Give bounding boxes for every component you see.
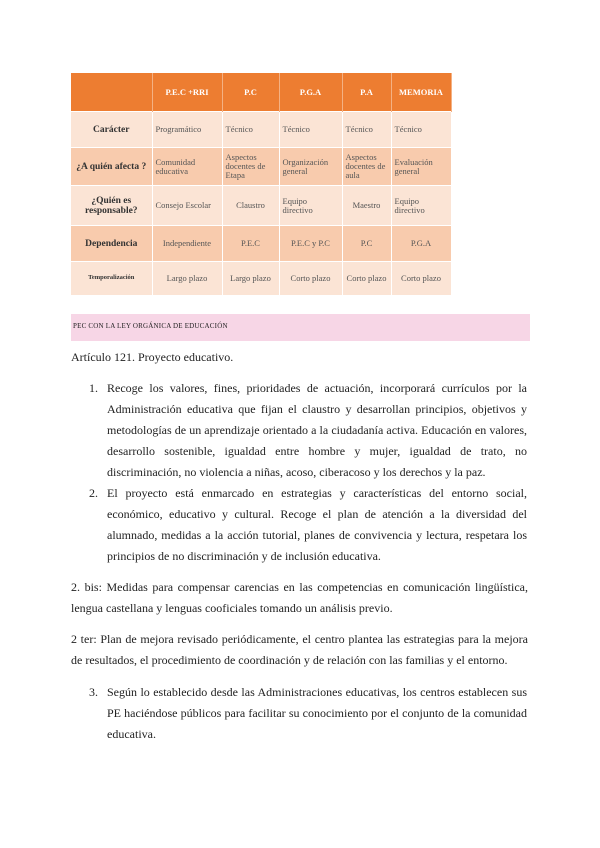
table-cell: Técnico xyxy=(279,112,342,148)
table-column-header: P.C xyxy=(222,73,279,112)
table-cell: Equipo directivo xyxy=(391,186,451,226)
table-row xyxy=(71,262,451,295)
table-cell: Técnico xyxy=(222,112,279,148)
table-cell: Largo plazo xyxy=(152,262,222,295)
list-item: Según lo establecido desde las Administraciones educativas, los centros establecen sus PE haciéndose públicos para facilitar su conocimiento por el conjunto de la comunidad educativa. xyxy=(107,685,527,741)
table-row xyxy=(71,226,451,262)
paragraph-ter: 2 ter: Plan de mejora revisado periódicamente, el centro plantea las estrategias para la mejora de resultados, el procedimiento de coordinación y de relación con las familias y el entorno. xyxy=(71,632,528,667)
table-cell: Independiente xyxy=(152,226,222,262)
table-cell: Corto plazo xyxy=(391,262,451,295)
table-cell: P.G.A xyxy=(391,226,451,262)
table-cell: Corto plazo xyxy=(279,262,342,295)
table-cell: Técnico xyxy=(342,112,391,148)
article-title: Artículo 121. Proyecto educativo. xyxy=(71,350,234,364)
list-item: El proyecto está enmarcado en estrategias y características del entorno social, económico, educativo y cultural. Recoge el plan de atención a la diversidad del alumnado, medidas a la acción tutorial, planes de convivencia y lectura, respetara los principios de no discriminación y de inclusión educativa. xyxy=(107,486,527,563)
table-header-row xyxy=(71,73,451,112)
table-row xyxy=(71,148,451,186)
table-cell: Programático xyxy=(152,112,222,148)
table-cell: P.C xyxy=(342,226,391,262)
section-heading-bar xyxy=(71,314,530,341)
table-row-header: ¿Quién es responsable? xyxy=(71,186,152,226)
list-number: 1. xyxy=(89,381,98,395)
table-cell: Técnico xyxy=(391,112,451,148)
list-item: Recoge los valores, fines, prioridades de actuación, incorporará currículos por la Administración educativa que fijan el claustro y desarrollan principios, objetivos y metodologías de un aprendizaje orientado a la ciudadanía activa. Educación en valores, desarrollo sostenible, igualdad entre hombre y mujer, igualdad de trato, no discriminación, no violencia a niñas, acoso, ciberacoso y los derechos y la paz. xyxy=(107,381,527,479)
table-cell: Consejo Escolar xyxy=(152,186,222,226)
comparison-table xyxy=(71,73,452,295)
table-column-header: P.E.C +RRI xyxy=(152,73,222,112)
table-column-header: P.A xyxy=(342,73,391,112)
table-cell: Corto plazo xyxy=(342,262,391,295)
table-cell: Equipo directivo xyxy=(279,186,342,226)
table-row-header: ¿A quién afecta ? xyxy=(71,148,152,186)
table-row xyxy=(71,112,451,148)
table-row xyxy=(71,186,451,226)
table-cell: Aspectos docentes de aula xyxy=(342,148,391,186)
table-cell: Maestro xyxy=(342,186,391,226)
list-number: 2. xyxy=(89,486,98,500)
table-cell: Aspectos docentes de Etapa xyxy=(222,148,279,186)
table-cell: P.E.C y P.C xyxy=(279,226,342,262)
table-cell: P.E.C xyxy=(222,226,279,262)
table-cell: Evaluación general xyxy=(391,148,451,186)
table-cell: Claustro xyxy=(222,186,279,226)
table-column-header: MEMORIA xyxy=(391,73,451,112)
table-row-header: Dependencia xyxy=(71,226,152,262)
table-column-header: P.G.A xyxy=(279,73,342,112)
table-corner-cell xyxy=(71,73,152,112)
list-number: 3. xyxy=(89,685,98,699)
table-cell: Comunidad educativa xyxy=(152,148,222,186)
paragraph-bis: 2. bis: Medidas para compensar carencias en las competencias en comunicación lingüística, lengua castellana y lenguas cooficiales tomando un análisis previo. xyxy=(71,580,528,615)
table-cell: Organización general xyxy=(279,148,342,186)
table-row-header: Carácter xyxy=(71,112,152,148)
section-heading: PEC CON LA LEY ORGÁNICA DE EDUCACIÓN xyxy=(73,322,228,330)
table-cell: Largo plazo xyxy=(222,262,279,295)
table-row-header: Temporalización xyxy=(71,262,152,295)
